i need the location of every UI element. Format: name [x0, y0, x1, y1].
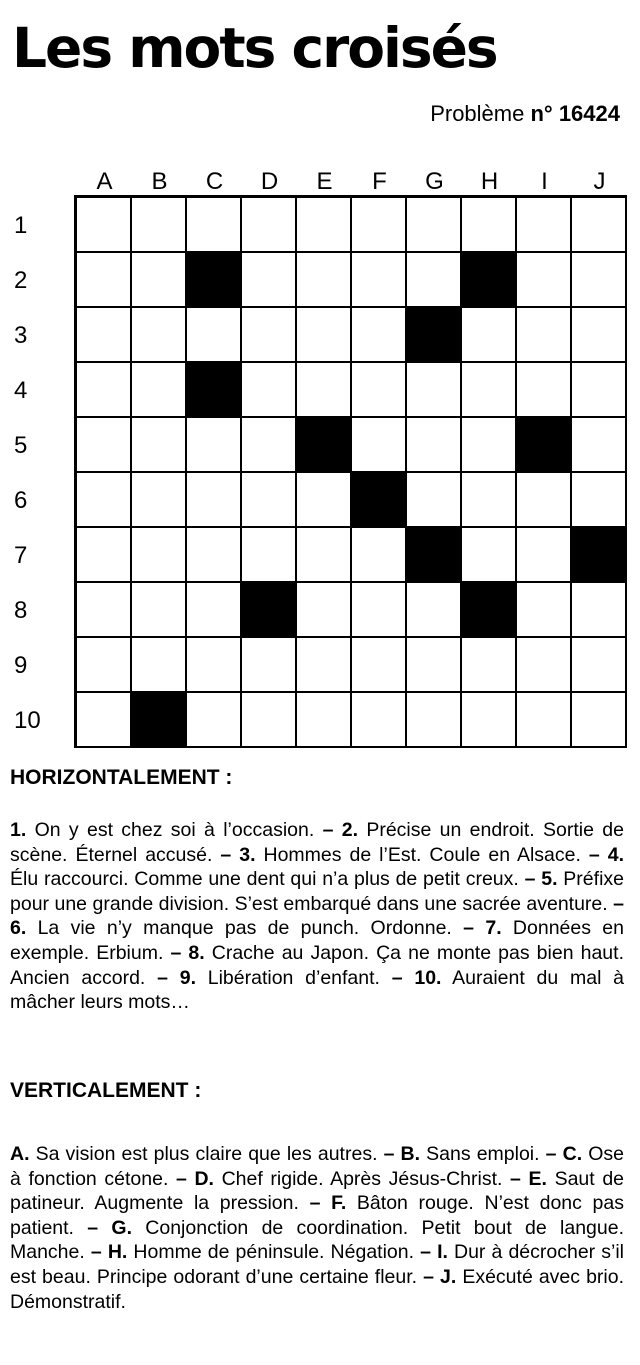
grid-cell-b3[interactable] [132, 308, 187, 363]
grid-cell-g5[interactable] [407, 418, 462, 473]
grid-cell-h10[interactable] [462, 693, 517, 748]
clue-text: Crache au Japon. Ça ne monte pas bien haut. Ancien accord. [10, 941, 624, 989]
grid-cell-b9[interactable] [132, 638, 187, 693]
grid-cell-c5[interactable] [187, 418, 242, 473]
grid-cell-d3[interactable] [242, 308, 297, 363]
black-cell-d8 [242, 583, 297, 638]
grid-cell-e9[interactable] [297, 638, 352, 693]
column-header-b: B [151, 168, 168, 195]
clue-text: Saut de patineur. Augmente la pression. [10, 1167, 625, 1215]
column-header-a: A [96, 168, 113, 195]
clue-text: Précise un endroit. Sortie de scène. Éternel accusé. [10, 819, 624, 866]
grid-cell-i3[interactable] [517, 308, 572, 363]
clue-text: Données en exemple. Erbium. [10, 917, 624, 964]
grid-cell-d2[interactable] [242, 253, 297, 308]
row-header-1: 1 [14, 212, 28, 239]
grid-cell-j3[interactable] [572, 308, 627, 363]
clue-separator: – [163, 941, 189, 964]
vertical-heading: VERTICALEMENT : [10, 1079, 202, 1102]
grid-cell-d1[interactable] [242, 198, 297, 253]
grid-cell-j10[interactable] [572, 693, 627, 748]
black-cell-h2 [462, 253, 517, 308]
clue-text: La vie n’y manque pas de punch. Ordonne. [26, 917, 452, 940]
grid-cell-j6[interactable] [572, 473, 627, 528]
grid-cell-g2[interactable] [407, 253, 462, 308]
clue-separator: – [502, 1167, 529, 1190]
grid-cell-h1[interactable] [462, 198, 517, 253]
grid-cell-a9[interactable] [77, 638, 132, 693]
grid-cell-f4[interactable] [352, 363, 407, 418]
clue-separator: – [414, 1241, 438, 1264]
grid-cell-h5[interactable] [462, 418, 517, 473]
page-title: Les mots croisés [12, 16, 497, 80]
grid-cell-c8[interactable] [187, 583, 242, 638]
clue-separator: – [314, 819, 342, 841]
clue-separator: – [607, 892, 624, 915]
black-cell-e5 [297, 418, 352, 473]
clue-text: Homme de péninsule. Négation. [127, 1241, 415, 1264]
black-cell-j7 [572, 528, 627, 583]
clue-separator: – [84, 1241, 108, 1264]
clue-number: C. [562, 1143, 583, 1165]
grid-cell-a7[interactable] [77, 528, 132, 583]
grid-cell-a10[interactable] [77, 693, 132, 748]
column-header-g: G [425, 168, 444, 195]
column-header-c: C [205, 168, 224, 195]
vertical-clues [10, 1142, 624, 1314]
clue-number: D. [194, 1167, 214, 1190]
problem-number-value: n° 16424 [530, 101, 620, 126]
black-cell-h8 [462, 583, 517, 638]
grid-cell-d7[interactable] [242, 528, 297, 583]
clue-number: 7. [485, 917, 502, 940]
clue-text: Libération d’enfant. [195, 966, 380, 989]
clue-number: B. [400, 1143, 421, 1165]
grid-cell-a8[interactable] [77, 583, 132, 638]
row-header-5: 5 [14, 432, 28, 459]
clue-horizontal-1 [10, 819, 314, 841]
grid-cell-i4[interactable] [517, 363, 572, 418]
clue-separator: – [580, 843, 608, 866]
clue-number: 10. [414, 966, 442, 989]
grid-cell-e4[interactable] [297, 363, 352, 418]
clue-text: Élu raccourci. Comme une dent qui n’a plus de petit creux. [10, 868, 519, 891]
clue-text: Bâton rouge. N’est donc pas patient. [10, 1192, 624, 1239]
clue-text: Exécuté avec brio. Démonstratif. [10, 1265, 625, 1313]
column-header-d: D [260, 168, 279, 195]
grid-cell-b8[interactable] [132, 583, 187, 638]
clue-number: H. [107, 1241, 128, 1264]
clue-text: Préfixe pour une grande division. S’est embarqué dans une sacrée aventure. [10, 868, 624, 915]
clue-text: Dur à décrocher s’il est beau. Principe odorant d’une certaine fleur. [10, 1241, 624, 1288]
clue-number: 3. [239, 843, 256, 866]
clue-horizontal-3 [239, 844, 581, 866]
clue-horizontal-6 [10, 917, 452, 939]
black-cell-c2 [187, 253, 242, 308]
grid-cell-h7[interactable] [462, 528, 517, 583]
grid-cell-d10[interactable] [242, 693, 297, 748]
row-header-6: 6 [14, 487, 28, 514]
grid-cell-h4[interactable] [462, 363, 517, 418]
clue-text: Hommes de l’Est. Coule en Alsace. [255, 843, 581, 866]
grid-cell-c6[interactable] [187, 473, 242, 528]
clue-text: Chef rigide. Après Jésus-Christ. [213, 1167, 503, 1190]
clue-text: Conjonction de coordination. Petit bout de langue. Manche. [10, 1216, 624, 1264]
grid-cell-f1[interactable] [352, 198, 407, 253]
grid-cell-d9[interactable] [242, 638, 297, 693]
column-header-i: I [541, 168, 548, 195]
grid-cell-b6[interactable] [132, 473, 187, 528]
clue-separator: – [168, 1167, 195, 1190]
grid-cell-b5[interactable] [132, 418, 187, 473]
grid-cell-j9[interactable] [572, 638, 627, 693]
grid-cell-c10[interactable] [187, 693, 242, 748]
column-header-h: H [480, 168, 499, 195]
clue-vertical-h [108, 1241, 414, 1263]
grid-cell-d5[interactable] [242, 418, 297, 473]
column-header-e: E [316, 168, 333, 195]
grid-cell-d6[interactable] [242, 473, 297, 528]
grid-cell-j2[interactable] [572, 253, 627, 308]
row-header-4: 4 [14, 377, 28, 404]
grid-cell-h3[interactable] [462, 308, 517, 363]
row-header-9: 9 [14, 652, 28, 679]
grid-cell-g9[interactable] [407, 638, 462, 693]
clue-text: On y est chez soi à l’occasion. [26, 819, 315, 841]
grid-cell-a5[interactable] [77, 418, 132, 473]
clue-vertical-d [194, 1168, 502, 1190]
clue-separator: – [518, 868, 542, 891]
grid-cell-c7[interactable] [187, 528, 242, 583]
grid-cell-h9[interactable] [462, 638, 517, 693]
grid-cell-b2[interactable] [132, 253, 187, 308]
grid-cell-b4[interactable] [132, 363, 187, 418]
horizontal-heading: HORIZONTALEMENT : [10, 766, 233, 789]
grid-cell-i6[interactable] [517, 473, 572, 528]
grid-cell-g8[interactable] [407, 583, 462, 638]
clue-number: G. [111, 1216, 132, 1239]
clue-vertical-a [10, 1143, 377, 1165]
clue-number: A. [10, 1143, 30, 1165]
clue-text: Sa vision est plus claire que les autres. [29, 1143, 378, 1165]
clue-separator: – [212, 843, 240, 866]
clue-separator: – [379, 966, 415, 989]
clue-separator: – [539, 1143, 563, 1165]
grid-cell-g1[interactable] [407, 198, 462, 253]
column-header-f: F [372, 168, 387, 195]
grid-cell-b7[interactable] [132, 528, 187, 583]
grid-cell-b1[interactable] [132, 198, 187, 253]
grid-cell-a6[interactable] [77, 473, 132, 528]
grid-cell-j1[interactable] [572, 198, 627, 253]
grid-cell-a4[interactable] [77, 363, 132, 418]
grid-cell-a2[interactable] [77, 253, 132, 308]
clue-separator: – [298, 1192, 332, 1215]
grid-cell-g6[interactable] [407, 473, 462, 528]
row-header-8: 8 [14, 597, 28, 624]
clue-text: Sans emploi. [420, 1143, 540, 1165]
clue-number: 2. [341, 819, 359, 841]
grid-cell-f7[interactable] [352, 528, 407, 583]
grid-cell-c9[interactable] [187, 638, 242, 693]
black-cell-b10 [132, 693, 187, 748]
horizontal-clues [10, 818, 624, 1015]
grid-cell-i2[interactable] [517, 253, 572, 308]
black-cell-g3 [407, 308, 462, 363]
grid-cell-e7[interactable] [297, 528, 352, 583]
grid-cell-i7[interactable] [517, 528, 572, 583]
clue-number: 4. [607, 843, 624, 866]
grid-cell-j4[interactable] [572, 363, 627, 418]
black-cell-i5 [517, 418, 572, 473]
grid-cell-f9[interactable] [352, 638, 407, 693]
grid-cell-e2[interactable] [297, 253, 352, 308]
grid-cell-a3[interactable] [77, 308, 132, 363]
grid-cell-h6[interactable] [462, 473, 517, 528]
clue-vertical-b [401, 1143, 540, 1165]
clue-separator: – [451, 917, 486, 940]
clue-number: 1. [10, 819, 27, 841]
grid-cell-i9[interactable] [517, 638, 572, 693]
grid-cell-e3[interactable] [297, 308, 352, 363]
grid-cell-e6[interactable] [297, 473, 352, 528]
row-header-2: 2 [14, 267, 28, 294]
crossword-grid [74, 195, 627, 748]
clue-separator: – [73, 1216, 112, 1239]
clue-number: 5. [541, 868, 558, 891]
clue-text: Ose à fonction cétone. [10, 1143, 624, 1190]
grid-cell-f5[interactable] [352, 418, 407, 473]
grid-cell-i10[interactable] [517, 693, 572, 748]
clue-number: 8. [188, 941, 205, 964]
grid-cell-j8[interactable] [572, 583, 627, 638]
grid-cell-f3[interactable] [352, 308, 407, 363]
clue-number: F. [331, 1192, 347, 1215]
clue-number: 6. [10, 917, 27, 940]
clue-text: Auraient du mal à mâcher leurs mots… [10, 966, 625, 1014]
grid-cell-d4[interactable] [242, 363, 297, 418]
black-cell-c4 [187, 363, 242, 418]
grid-cell-j5[interactable] [572, 418, 627, 473]
grid-cell-g4[interactable] [407, 363, 462, 418]
grid-cell-c1[interactable] [187, 198, 242, 253]
grid-cell-e10[interactable] [297, 693, 352, 748]
grid-cell-i1[interactable] [517, 198, 572, 253]
grid-cell-f8[interactable] [352, 583, 407, 638]
problem-number [430, 100, 620, 128]
black-cell-g7 [407, 528, 462, 583]
grid-cell-f2[interactable] [352, 253, 407, 308]
clue-separator: – [417, 1265, 441, 1288]
grid-cell-f10[interactable] [352, 693, 407, 748]
problem-label: Problème [430, 101, 525, 126]
clue-number: I. [437, 1241, 448, 1264]
column-header-j: J [593, 168, 606, 195]
black-cell-f6 [352, 473, 407, 528]
grid-cell-e1[interactable] [297, 198, 352, 253]
clue-separator: – [145, 966, 180, 989]
row-header-3: 3 [14, 322, 28, 349]
grid-cell-e8[interactable] [297, 583, 352, 638]
grid-cell-c3[interactable] [187, 308, 242, 363]
row-header-10: 10 [14, 707, 41, 734]
row-header-7: 7 [14, 542, 28, 569]
clue-number: 9. [179, 966, 196, 989]
clue-horizontal-9 [180, 967, 380, 989]
clue-number: E. [528, 1167, 547, 1190]
grid-cell-a1[interactable] [77, 198, 132, 253]
clue-number: J. [440, 1265, 457, 1288]
clue-separator: – [377, 1143, 401, 1165]
grid-cell-i8[interactable] [517, 583, 572, 638]
grid-cell-g10[interactable] [407, 693, 462, 748]
